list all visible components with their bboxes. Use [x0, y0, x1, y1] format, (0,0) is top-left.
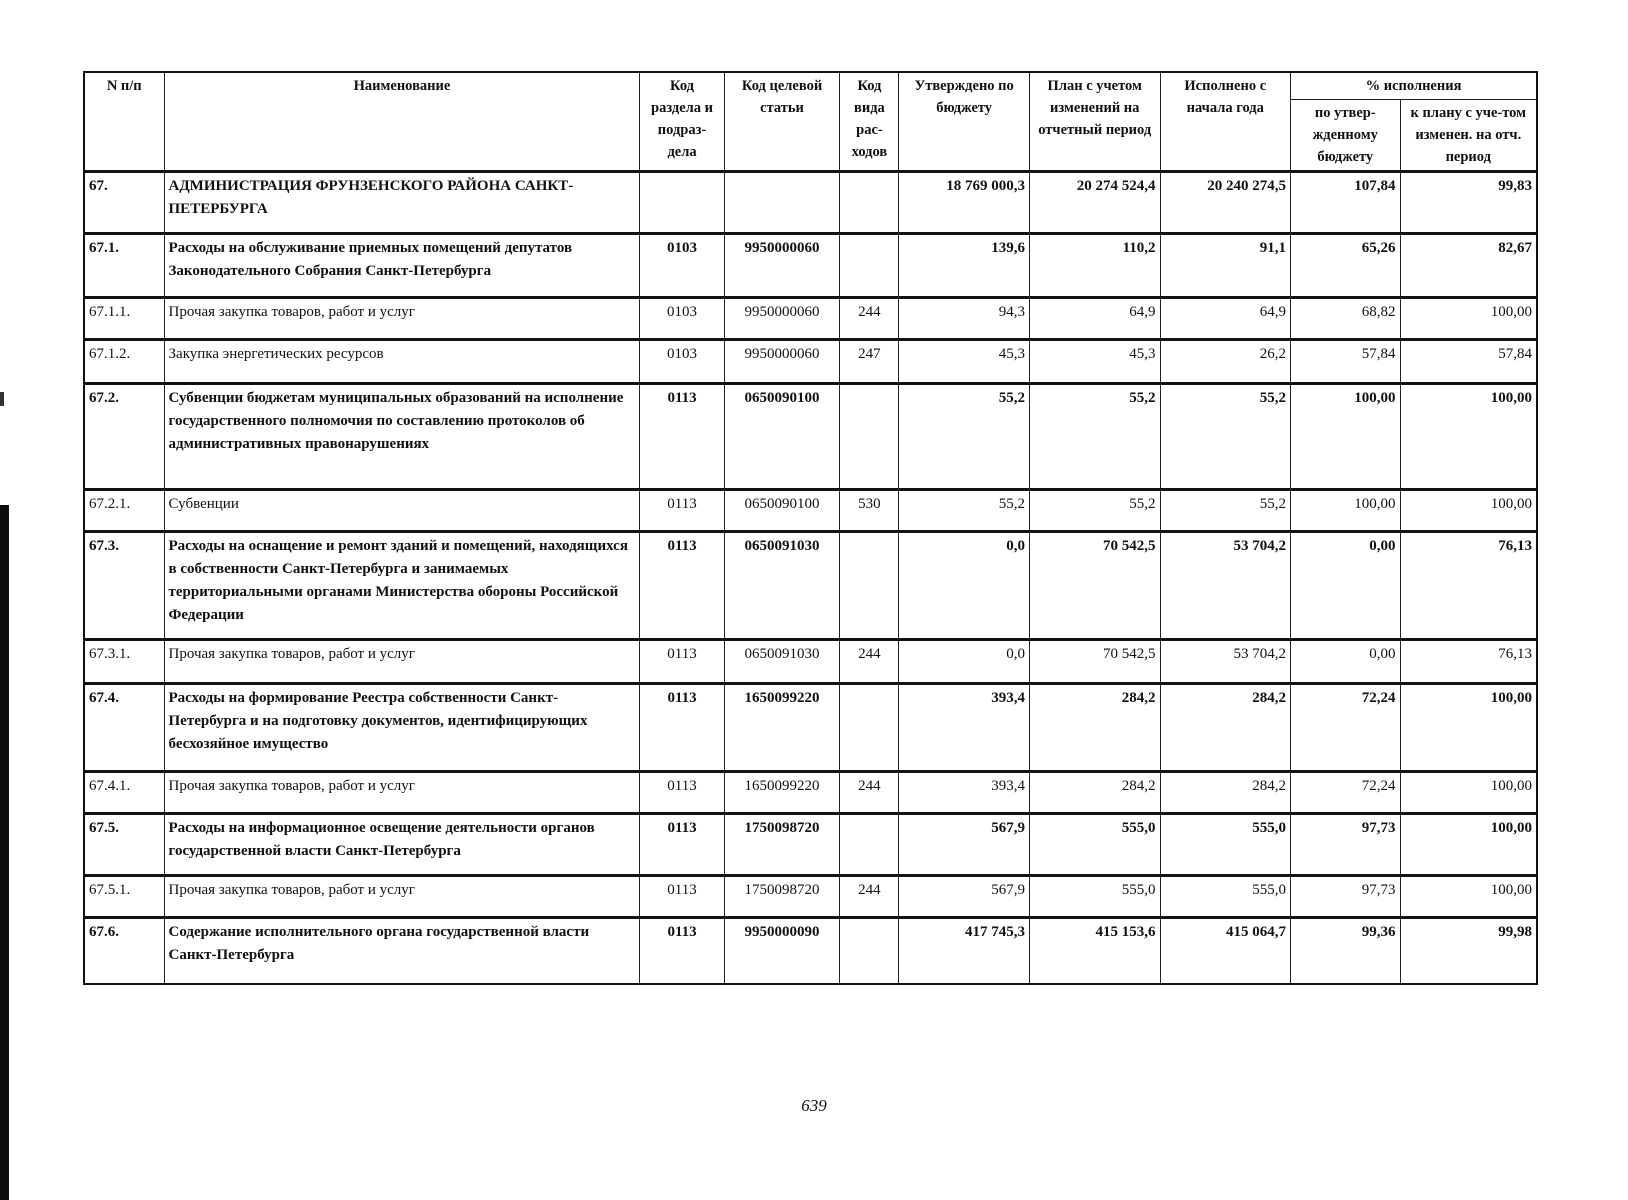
header-expense-code: Код вида рас-ходов: [840, 72, 899, 172]
row-num: 67.2.: [84, 384, 164, 490]
row-plan: 284,2: [1029, 772, 1160, 814]
row-target-code: 1650099220: [724, 684, 840, 772]
row-num: 67.3.: [84, 532, 164, 640]
row-num: 67.2.1.: [84, 490, 164, 532]
row-approved: 45,3: [899, 340, 1030, 384]
row-name: Расходы на формирование Реестра собственности Санкт-Петербурга и на подготовку документов, идентифицирующих бесхозяйное имущество: [164, 684, 640, 772]
row-pct-budget: 97,73: [1291, 876, 1401, 918]
table-row: [84, 490, 1537, 532]
row-approved: 94,3: [899, 298, 1030, 340]
row-plan: 70 542,5: [1029, 640, 1160, 684]
row-target-code: 1750098720: [724, 814, 840, 876]
row-executed: 555,0: [1160, 814, 1291, 876]
row-plan: 64,9: [1029, 298, 1160, 340]
row-name: Расходы на информационное освещение деятельности органов государственной власти Санкт-Петербурга: [164, 814, 640, 876]
row-plan: 70 542,5: [1029, 532, 1160, 640]
row-section-code: 0103: [640, 340, 724, 384]
row-pct-plan: 76,13: [1400, 532, 1537, 640]
row-plan: 20 274 524,4: [1029, 172, 1160, 234]
row-expense-code: [840, 384, 899, 490]
row-executed: 20 240 274,5: [1160, 172, 1291, 234]
row-pct-budget: 57,84: [1291, 340, 1401, 384]
row-plan: 555,0: [1029, 876, 1160, 918]
row-plan: 45,3: [1029, 340, 1160, 384]
row-target-code: 1650099220: [724, 772, 840, 814]
row-section-code: 0103: [640, 298, 724, 340]
table-body: [84, 172, 1537, 984]
row-executed: 555,0: [1160, 876, 1291, 918]
row-name: Прочая закупка товаров, работ и услуг: [164, 640, 640, 684]
row-approved: 393,4: [899, 684, 1030, 772]
row-executed: 53 704,2: [1160, 640, 1291, 684]
row-pct-plan: 100,00: [1400, 490, 1537, 532]
row-num: 67.1.1.: [84, 298, 164, 340]
row-plan: 55,2: [1029, 384, 1160, 490]
table-row: [84, 384, 1537, 490]
row-pct-plan: 99,83: [1400, 172, 1537, 234]
row-section-code: 0113: [640, 490, 724, 532]
row-approved: 567,9: [899, 876, 1030, 918]
row-executed: 91,1: [1160, 234, 1291, 298]
row-name: АДМИНИСТРАЦИЯ ФРУНЗЕНСКОГО РАЙОНА САНКТ-ПЕТЕРБУРГА: [164, 172, 640, 234]
row-approved: 567,9: [899, 814, 1030, 876]
table-row: [84, 918, 1537, 984]
row-pct-budget: 0,00: [1291, 640, 1401, 684]
row-pct-plan: 76,13: [1400, 640, 1537, 684]
row-pct-budget: 72,24: [1291, 772, 1401, 814]
scan-edge-mark: [0, 392, 4, 406]
table-row: [84, 298, 1537, 340]
header-pct-plan: к плану с уче-том изменен. на отч. период: [1400, 100, 1537, 172]
header-num: N п/п: [84, 72, 164, 172]
row-pct-budget: 72,24: [1291, 684, 1401, 772]
row-name: Субвенции: [164, 490, 640, 532]
row-pct-plan: 100,00: [1400, 298, 1537, 340]
row-target-code: 0650090100: [724, 384, 840, 490]
row-approved: 0,0: [899, 640, 1030, 684]
table-row: [84, 172, 1537, 234]
row-expense-code: 244: [840, 640, 899, 684]
row-section-code: 0113: [640, 640, 724, 684]
row-pct-plan: 100,00: [1400, 772, 1537, 814]
row-name: Прочая закупка товаров, работ и услуг: [164, 876, 640, 918]
row-approved: 0,0: [899, 532, 1030, 640]
table-row: [84, 684, 1537, 772]
row-approved: 55,2: [899, 384, 1030, 490]
row-pct-plan: 82,67: [1400, 234, 1537, 298]
row-target-code: [724, 172, 840, 234]
row-name: Субвенции бюджетам муниципальных образований на исполнение государственного полномочия по составлению протоколов об административных правонарушениях: [164, 384, 640, 490]
table-header: [84, 72, 1537, 172]
row-expense-code: 244: [840, 876, 899, 918]
row-expense-code: [840, 918, 899, 984]
row-approved: 139,6: [899, 234, 1030, 298]
row-pct-budget: 99,36: [1291, 918, 1401, 984]
header-plan: План с учетом изменений на отчетный период: [1029, 72, 1160, 172]
row-section-code: 0113: [640, 532, 724, 640]
row-expense-code: [840, 172, 899, 234]
page-number: 639: [801, 1096, 827, 1115]
row-section-code: 0113: [640, 384, 724, 490]
row-pct-budget: 100,00: [1291, 384, 1401, 490]
row-expense-code: [840, 532, 899, 640]
row-executed: 53 704,2: [1160, 532, 1291, 640]
row-name: Содержание исполнительного органа государственной власти Санкт-Петербурга: [164, 918, 640, 984]
row-name: Прочая закупка товаров, работ и услуг: [164, 772, 640, 814]
row-expense-code: 247: [840, 340, 899, 384]
row-target-code: 0650090100: [724, 490, 840, 532]
row-expense-code: [840, 814, 899, 876]
row-executed: 55,2: [1160, 384, 1291, 490]
row-name: Закупка энергетических ресурсов: [164, 340, 640, 384]
row-pct-budget: 68,82: [1291, 298, 1401, 340]
table-row: [84, 640, 1537, 684]
row-num: 67.4.: [84, 684, 164, 772]
row-target-code: 0650091030: [724, 532, 840, 640]
header-name: Наименование: [164, 72, 640, 172]
header-approved: Утверждено по бюджету: [899, 72, 1030, 172]
row-pct-plan: 57,84: [1400, 340, 1537, 384]
row-pct-plan: 100,00: [1400, 684, 1537, 772]
row-pct-plan: 100,00: [1400, 384, 1537, 490]
row-num: 67.3.1.: [84, 640, 164, 684]
header-executed: Исполнено с начала года: [1160, 72, 1291, 172]
row-approved: 55,2: [899, 490, 1030, 532]
row-section-code: 0113: [640, 772, 724, 814]
row-section-code: 0113: [640, 876, 724, 918]
row-num: 67.6.: [84, 918, 164, 984]
row-section-code: 0113: [640, 918, 724, 984]
row-pct-budget: 65,26: [1291, 234, 1401, 298]
table-row: [84, 234, 1537, 298]
row-section-code: [640, 172, 724, 234]
row-pct-budget: 0,00: [1291, 532, 1401, 640]
row-executed: 64,9: [1160, 298, 1291, 340]
header-section-code: Код раздела и подраз-дела: [640, 72, 724, 172]
budget-execution-table: [83, 71, 1538, 985]
row-plan: 555,0: [1029, 814, 1160, 876]
row-approved: 393,4: [899, 772, 1030, 814]
row-expense-code: 530: [840, 490, 899, 532]
table-row: [84, 532, 1537, 640]
row-executed: 284,2: [1160, 772, 1291, 814]
row-num: 67.4.1.: [84, 772, 164, 814]
row-expense-code: [840, 234, 899, 298]
row-target-code: 9950000090: [724, 918, 840, 984]
row-expense-code: [840, 684, 899, 772]
row-approved: 417 745,3: [899, 918, 1030, 984]
table-row: [84, 340, 1537, 384]
header-percent-group: % исполнения: [1291, 72, 1537, 100]
row-executed: 415 064,7: [1160, 918, 1291, 984]
row-pct-budget: 97,73: [1291, 814, 1401, 876]
row-pct-plan: 100,00: [1400, 814, 1537, 876]
header-pct-budget: по утвер-жденному бюджету: [1291, 100, 1401, 172]
row-plan: 110,2: [1029, 234, 1160, 298]
row-num: 67.: [84, 172, 164, 234]
row-section-code: 0103: [640, 234, 724, 298]
row-num: 67.1.2.: [84, 340, 164, 384]
row-plan: 415 153,6: [1029, 918, 1160, 984]
row-pct-plan: 99,98: [1400, 918, 1537, 984]
row-target-code: 9950000060: [724, 298, 840, 340]
row-plan: 55,2: [1029, 490, 1160, 532]
row-expense-code: 244: [840, 772, 899, 814]
row-target-code: 1750098720: [724, 876, 840, 918]
row-pct-plan: 100,00: [1400, 876, 1537, 918]
row-num: 67.5.1.: [84, 876, 164, 918]
header-target-code: Код целевой статьи: [724, 72, 840, 172]
row-executed: 26,2: [1160, 340, 1291, 384]
table-row: [84, 876, 1537, 918]
table-row: [84, 772, 1537, 814]
row-expense-code: 244: [840, 298, 899, 340]
row-pct-budget: 107,84: [1291, 172, 1401, 234]
row-num: 67.1.: [84, 234, 164, 298]
row-plan: 284,2: [1029, 684, 1160, 772]
row-approved: 18 769 000,3: [899, 172, 1030, 234]
row-executed: 284,2: [1160, 684, 1291, 772]
row-target-code: 9950000060: [724, 340, 840, 384]
row-section-code: 0113: [640, 814, 724, 876]
row-name: Расходы на оснащение и ремонт зданий и помещений, находящихся в собственности Санкт-Петербурга и занимаемых территориальными органами Министерства обороны Российской Федерации: [164, 532, 640, 640]
row-name: Расходы на обслуживание приемных помещений депутатов Законодательного Собрания Санкт-Петербурга: [164, 234, 640, 298]
row-executed: 55,2: [1160, 490, 1291, 532]
row-section-code: 0113: [640, 684, 724, 772]
row-name: Прочая закупка товаров, работ и услуг: [164, 298, 640, 340]
row-target-code: 0650091030: [724, 640, 840, 684]
row-num: 67.5.: [84, 814, 164, 876]
row-pct-budget: 100,00: [1291, 490, 1401, 532]
row-target-code: 9950000060: [724, 234, 840, 298]
table-row: [84, 814, 1537, 876]
